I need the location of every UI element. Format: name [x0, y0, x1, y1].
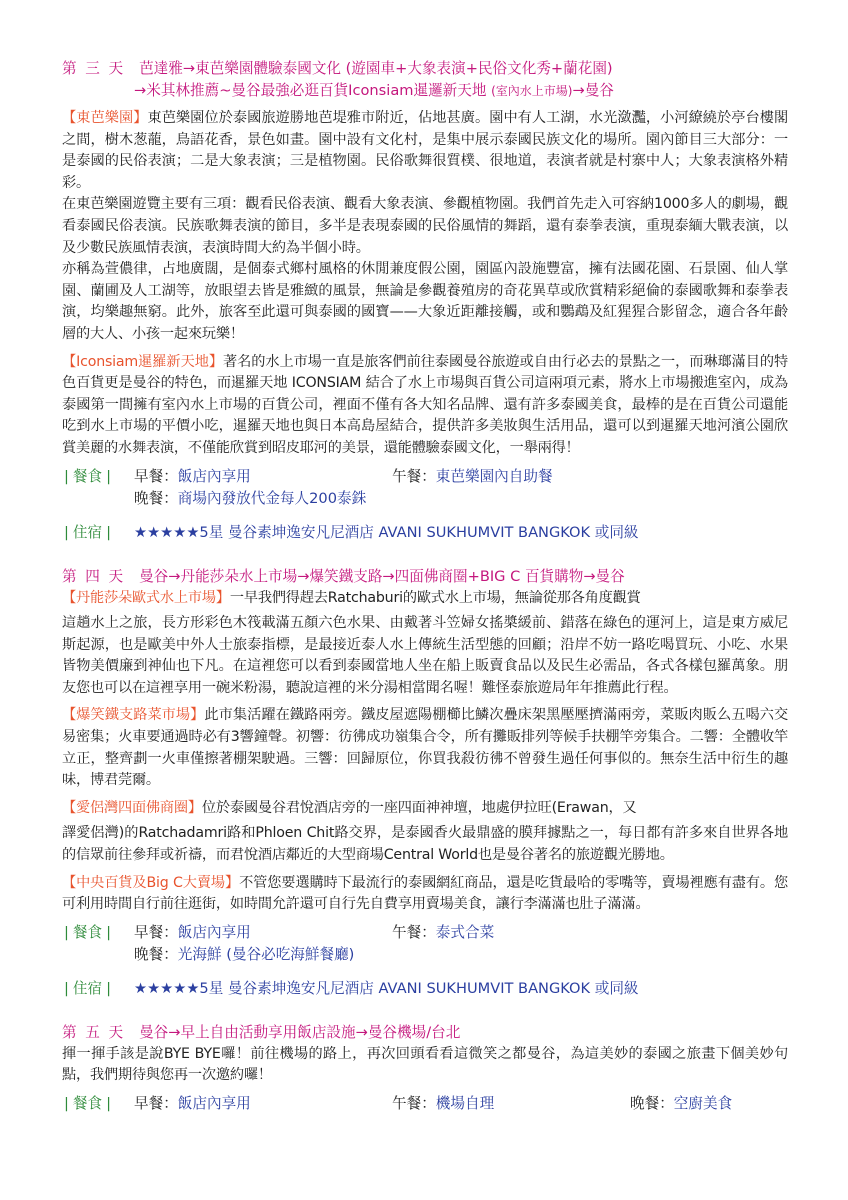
- day4-sec3-tag: 【愛侶灣四面佛商圈】: [62, 799, 202, 816]
- day4-meal-row: [62, 922, 788, 944]
- day4-sec1-text-b: 這趟水上之旅，長方形彩色木筏載滿五顏六色水果、由戴著斗笠婦女搖槳緩前、錯落在綠色的運河上，這是東方威尼斯起源，也是歐美中外人士旅泰指標，是最接近泰人水上傳統生活型態的回顧；沿岸不妨一路吃喝買玩、小吃、水果皆物美價廉到神仙也下凡。在這裡您可以看到泰國當地人坐在船上販賣食品以及民生必需品，各式各樣包羅萬象。朋友您也可以在這裡享用一碗米粉湯，聽說這裡的米分湯相當聞名喔！難怪泰旅遊局年年推薦此行程。: [62, 615, 788, 696]
- day5-dinner: 晚餐：空廚美食: [630, 1095, 733, 1112]
- day5-lunch: 午餐：機場自理: [392, 1095, 495, 1112]
- day3-sec1-tag: 【東芭樂園】: [62, 110, 148, 126]
- day4-section: [62, 566, 788, 1000]
- day4-sec3-text-b: 譯愛侶灣)的Ratchadamri路和Phloen Chit路交界，是泰國香火最鼎盛的膜拜據點之一，每日都有許多來自世界各地的信眾前往參拜或祈禱，而君悅酒店鄰近的大型商場Central World也是曼谷著名的旅遊觀光勝地。: [62, 825, 788, 864]
- day4-breakfast: 早餐：飯店內享用: [134, 923, 251, 941]
- day4-title: [62, 566, 788, 588]
- day5-meal-row: [62, 1093, 788, 1115]
- day4-sec2-tag: 【爆笑鐵支路菜市場】: [62, 707, 205, 724]
- day5-breakfast: 早餐：飯店內享用: [134, 1095, 251, 1112]
- day4-title-text: 曼谷→丹能莎朵水上市場→爆笑鐵支路→四面佛商圈+BIG C 百貨購物→曼谷: [139, 567, 625, 585]
- day4-dinner: 晚餐：光海鮮 (曼谷必吃海鮮餐廳): [134, 945, 355, 963]
- day3-hotel-row: [62, 522, 788, 544]
- day5-title: [62, 1022, 788, 1044]
- day4-lunch: 午餐：泰式合菜: [392, 923, 495, 941]
- day3-sec1-text2: 在東芭樂園遊覽主要有三項：觀看民俗表演、觀看大象表演、參觀植物園。我們首先走入可容納1000多人的劇場，觀看泰國民俗表演。民族歌舞表演的節目，多半是表現泰國的民俗風情的舞蹈，還有泰拳表演，重現泰緬大戰表演，以及少數民族風情表演，表演時間大約為半個小時。: [62, 196, 788, 256]
- day5-label: 第 五 天: [62, 1023, 126, 1041]
- day4-sec2-para: [62, 705, 788, 791]
- day3-sec2-para: [62, 352, 788, 460]
- day3-meal-row: [62, 466, 788, 488]
- day4-hotel-row: [62, 978, 788, 1000]
- day3-hotel: ★★★★★5星 曼谷素坤逸安凡尼酒店 AVANI SUKHUMVIT BANGKOK 或同級: [134, 523, 639, 541]
- day5-section: [62, 1022, 788, 1115]
- day3-label: 第 三 天: [62, 60, 126, 77]
- day3-dinner: 晚餐：商場內發放代金每人200泰銖: [134, 489, 367, 507]
- day3-title: [62, 58, 788, 102]
- day3-lunch: 午餐：東芭樂園內自助餐: [392, 467, 553, 485]
- day4-sec4-tag: 【中央百貨及Big C大賣場】: [62, 874, 240, 891]
- day3-sec2-tag: 【Iconsiam暹羅新天地】: [62, 353, 223, 370]
- day4-sec3-text-a: 位於泰國曼谷君悅酒店旁的一座四面神神壇，地處伊拉旺(Erawan，又: [201, 799, 637, 816]
- day3-title-line2b: (室內水上市場): [491, 84, 573, 98]
- day4-hotel: ★★★★★5星 曼谷素坤逸安凡尼酒店 AVANI SUKHUMVIT BANGKOK 或同級: [134, 979, 639, 997]
- day4-sec1-para: [62, 588, 788, 610]
- day4-sec4-text: 不管您要選購時下最流行的泰國網紅商品，還是吃貨最哈的零嘴等，賣場裡應有盡有。您可利用時間自行前往逛街，如時間允許還可自行先自費享用賣場美食，讓行李滿滿也肚子滿滿。: [62, 874, 788, 913]
- day3-sec2-text: 著名的水上市場一直是旅客們前往泰國曼谷旅遊或自由行必去的景點之一，而琳瑯滿目的特色百貨更是曼谷的特色，而暹羅天地 ICONSIAM 結合了水上市場與百貨公司這兩項元素，將水上市場搬進室內，成為泰國第一間擁有室內水上市場的百貨公司，裡面不僅有各大知名品牌、還有許多泰國美食，最棒的是在百貨公司還能吃到水上市場的平價小吃，暹羅天地也與日本高島屋結合，提供許多美妝與生活用品，還可以到暹羅天地河濱公園欣賞美麗的水舞表演，不僅能欣賞到昭皮耶河的美景，還能體驗泰國文化，一舉兩得！: [62, 353, 788, 456]
- day4-sec1-tag: 【丹能莎朵歐式水上市場】: [62, 589, 230, 606]
- day3-hotel-label: | 住宿 |: [64, 523, 112, 541]
- day5-meal-label: | 餐食 |: [64, 1095, 112, 1112]
- day3-breakfast: 早餐：飯店內享用: [134, 467, 251, 485]
- day3-meal-label: | 餐食 |: [64, 467, 112, 485]
- day5-text: 揮一揮手該是說BYE BYE囉！前往機場的路上，再次回頭看看這微笑之都曼谷，為這美妙的泰國之旅畫下個美妙句點，我們期待與您再一次邀約囉！: [62, 1045, 788, 1084]
- day4-dinner-row: [62, 944, 788, 966]
- day4-meal-label: | 餐食 |: [64, 923, 112, 941]
- day3-sec1-para: [62, 108, 788, 194]
- day4-hotel-label: | 住宿 |: [64, 979, 112, 997]
- day4-label: 第 四 天: [62, 567, 126, 585]
- day3-title-line2c: →曼谷: [572, 82, 614, 99]
- day3-title-line2a: →米其林推薦~曼谷最強必逛百貨Iconsiam暹邏新天地: [134, 82, 492, 99]
- itinerary-page: [62, 58, 788, 1115]
- day3-dinner-row: [62, 488, 788, 510]
- day3-sec1-text: 東芭樂園位於泰國旅遊勝地芭堤雅市附近，佔地甚廣。園中有人工湖，水光潋灩，小河繚繞於亭台樓閣之間，樹木葱蘢，鳥語花香，景色如畫。園中設有文化村，是集中展示泰國民族文化的場所。園內節目三大部分：一是泰國的民俗表演；二是大象表演；三是植物園。民俗歌舞很質樸、很地道，表演者就是村寨中人；大象表演格外精彩。: [62, 110, 788, 191]
- day3-section: [62, 58, 788, 544]
- day4-sec1-text-a: 一早我們得趕去Ratchaburi的歐式水上市場，無論從那各角度觀賞: [229, 589, 641, 606]
- day4-sec4-para: [62, 873, 788, 916]
- day3-sec1-text3: 亦稱為萱儂律，占地廣闊，是個泰式鄉村風格的休閒兼度假公園，園區內設施豐富，擁有法國花園、石景園、仙人掌園、蘭圃及人工湖等，放眼望去皆是雅緻的風景，無論是參觀養殖房的奇花異草或欣賞精彩絕倫的泰國歌舞和泰拳表演，均樂趣無窮。此外，旅客至此還可與泰國的國寶——大象近距離接觸，或和鸚鵡及紅猩猩合影留念，適合各年齡層的大人、小孩一起來玩樂！: [62, 261, 788, 342]
- day4-sec2-text: 此市集活躍在鐵路兩旁。鐵皮屋遮陽棚櫛比鱗次疊床架黑壓壓擠滿兩旁，菜販肉販么五喝六交易密集；火車要通過時必有3響鐘聲。初響：彷彿成功嶺集合令，所有攤販排列等候手扶棚竿旁集合。二響：全體收竿立正，整齊劃一火車僅擦著棚架駛過。三響：回歸原位，你買我殺彷彿不曾發生過任何事似的。無奈生活中衍生的趣味，博君莞爾。: [62, 707, 788, 789]
- day3-title-line1: 芭達雅→東芭樂園體驗泰國文化 (遊園車+大象表演+民俗文化秀+蘭花園): [139, 60, 613, 77]
- day4-sec3-para: [62, 798, 788, 820]
- day5-title-text: 曼谷→早上自由活動享用飯店設施→曼谷機場/台北: [139, 1023, 461, 1041]
